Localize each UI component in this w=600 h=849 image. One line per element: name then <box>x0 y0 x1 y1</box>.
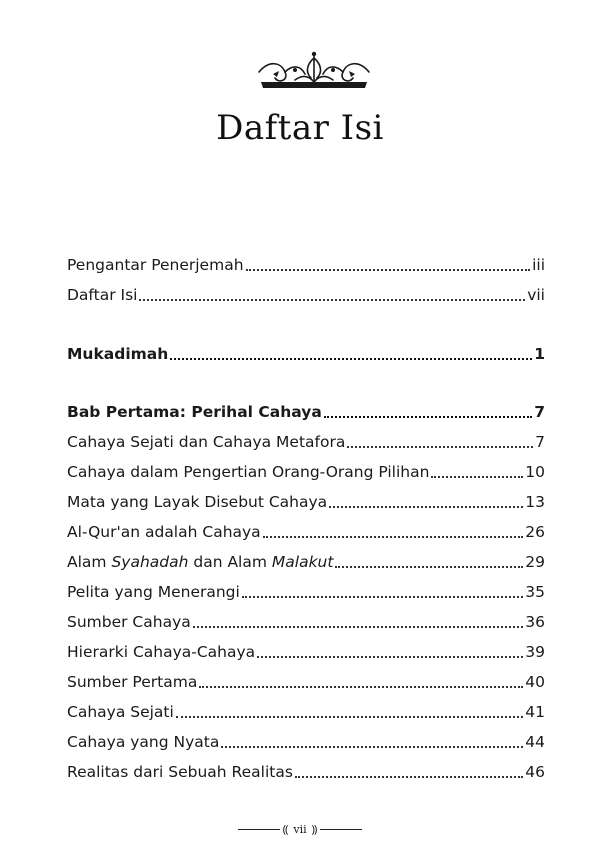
toc-entry-title-part: Cahaya Sejati dan Cahaya Metafora <box>67 433 346 451</box>
toc-entry-page: 26 <box>525 523 545 541</box>
toc-entry-page: 40 <box>525 673 545 691</box>
toc-entry-title <box>67 612 191 632</box>
toc-entry-title <box>67 344 168 364</box>
dot-leader <box>176 716 523 718</box>
toc-entry-title-part: Cahaya Sejati <box>67 703 174 721</box>
toc-entry <box>67 458 545 482</box>
toc-entry-page: 46 <box>525 763 545 781</box>
toc-entry <box>67 340 545 364</box>
toc-entry-title-part: Realitas dari Sebuah Realitas <box>67 763 293 781</box>
toc-entry-title-part: Pelita yang Menerangi <box>67 583 240 601</box>
toc-entry-title-part: dan Alam <box>188 553 272 571</box>
toc-entry-title-part: Mata yang Layak Disebut Cahaya <box>67 493 328 511</box>
dot-leader <box>221 746 523 748</box>
dot-leader <box>199 686 523 688</box>
toc-entry <box>67 548 545 572</box>
toc-entry-page: 29 <box>525 553 545 571</box>
toc-entry <box>67 488 545 512</box>
toc-entry <box>67 638 545 662</box>
toc-entry <box>67 578 545 602</box>
toc-entry-title-part: Hierarki Cahaya-Cahaya <box>67 643 256 661</box>
dot-leader <box>347 446 533 448</box>
dot-leader <box>246 269 531 271</box>
toc-entry-title <box>67 285 137 305</box>
dot-leader <box>324 416 532 418</box>
dot-leader <box>257 656 523 658</box>
toc-entry-title-part: Syahadah <box>111 553 189 571</box>
toc-entry-title <box>67 522 261 542</box>
toc-entry-page: 1 <box>534 345 545 363</box>
toc-entry-title-part: Sumber Cahaya <box>67 613 191 631</box>
page-title: Daftar Isi <box>216 108 384 148</box>
floral-ornament-icon <box>255 50 373 94</box>
dot-leader <box>335 566 523 568</box>
toc-entry <box>67 428 545 452</box>
toc-entry-page: 7 <box>534 403 545 421</box>
toc-entry-title <box>67 462 429 482</box>
toc-entry-title-part: Al-Qur'an adalah Cahaya <box>67 523 261 541</box>
dot-leader <box>170 358 532 360</box>
swirl-ornament-icon: ⸩ <box>311 823 318 836</box>
page-number: vii <box>293 823 307 836</box>
toc-entry <box>67 608 545 632</box>
toc-entry-title <box>67 552 333 572</box>
toc-entry <box>67 518 545 542</box>
page-footer <box>0 822 600 837</box>
toc-entry-page: 36 <box>525 613 545 631</box>
dot-leader <box>139 299 525 301</box>
dot-leader <box>193 626 524 628</box>
toc-entry-title <box>67 402 322 422</box>
toc-entry <box>67 251 545 275</box>
dot-leader <box>295 776 523 778</box>
toc-entry-title-part: Sumber Pertama <box>67 673 198 691</box>
toc-entry-title <box>67 702 174 722</box>
toc-entry-page: 44 <box>525 733 545 751</box>
toc-entry-title <box>67 492 327 512</box>
toc-entry-title <box>67 255 244 275</box>
toc-entry <box>67 398 545 422</box>
footer-rule-left <box>238 829 280 830</box>
toc-entry-title-part: Daftar Isi <box>67 286 138 304</box>
toc-entry-title <box>67 762 293 782</box>
toc-entry-title-part: Cahaya yang Nyata <box>67 733 220 751</box>
dot-leader <box>329 506 523 508</box>
toc-entry-title-part: Cahaya dalam Pengertian Orang-Orang Pilihan <box>67 463 430 481</box>
toc-entry-title <box>67 672 197 692</box>
toc-entry-page: 13 <box>525 493 545 511</box>
toc-entry <box>67 668 545 692</box>
footer-rule-right <box>320 829 362 830</box>
dot-leader <box>263 536 524 538</box>
toc-entry-page: 35 <box>525 583 545 601</box>
dot-leader <box>242 596 523 598</box>
toc-entry-page: 10 <box>525 463 545 481</box>
toc-entry-title <box>67 582 240 602</box>
toc-entry-title-part: Mukadimah <box>67 345 169 363</box>
toc-entry-title <box>67 732 219 752</box>
toc-entry-page: vii <box>527 286 545 304</box>
toc-entry-page: 41 <box>525 703 545 721</box>
toc-entry-page: 7 <box>535 433 545 451</box>
toc-entry-title-part: Bab Pertama: Perihal Cahaya <box>67 403 322 421</box>
toc-entry-title-part: Malakut <box>271 553 334 571</box>
toc-entry-title <box>67 642 255 662</box>
toc-entry-title <box>67 432 345 452</box>
toc-entry <box>67 281 545 305</box>
toc-entry <box>67 698 545 722</box>
toc-entry-page: iii <box>532 256 545 274</box>
toc-entry <box>67 758 545 782</box>
toc-entry-title-part: Pengantar Penerjemah <box>67 256 244 274</box>
dot-leader <box>431 476 523 478</box>
toc-entry-page: 39 <box>525 643 545 661</box>
toc-entry-title-part: Alam <box>67 553 112 571</box>
swirl-ornament-icon: ⸨ <box>282 823 289 836</box>
toc-entry <box>67 728 545 752</box>
